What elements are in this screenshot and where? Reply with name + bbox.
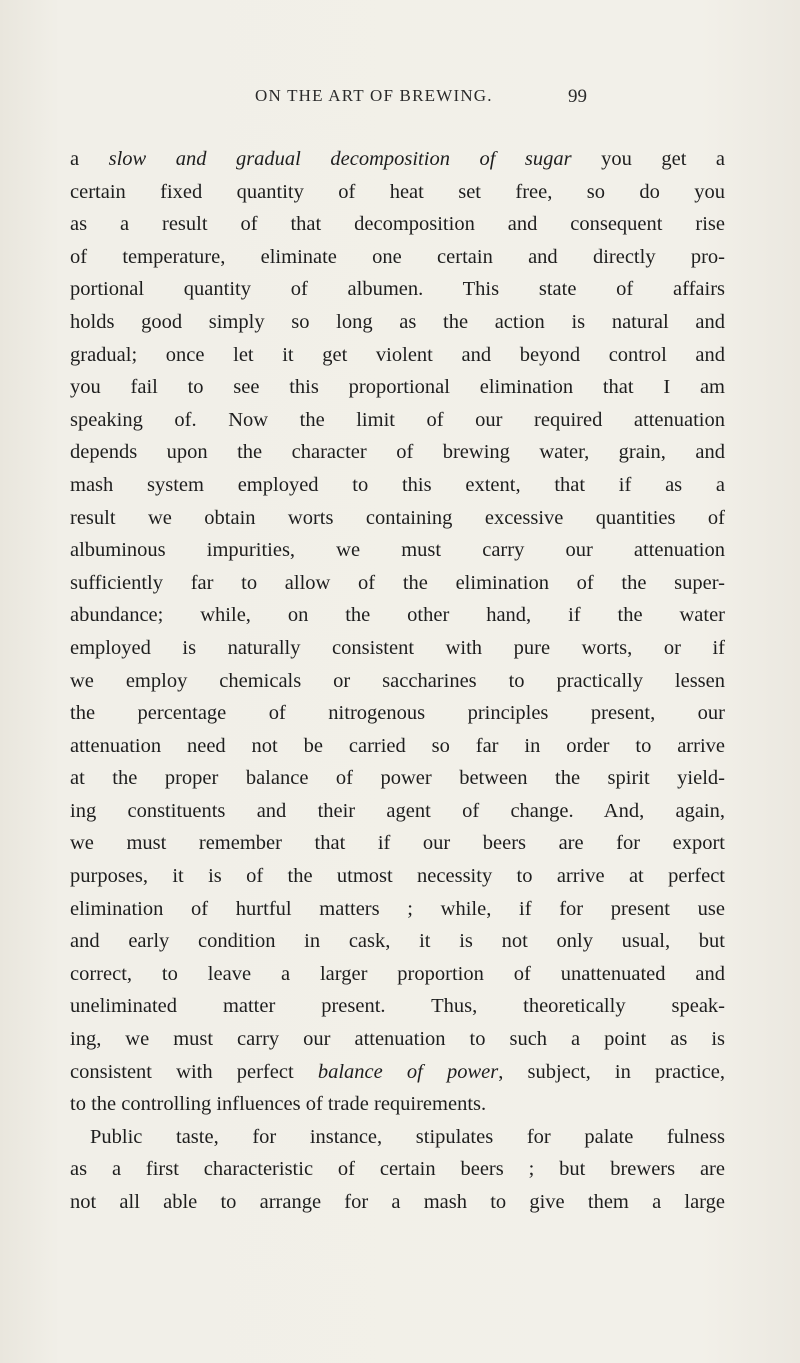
text-line: ing constituents and their agent of change. And, again, (70, 799, 725, 822)
text-line: elimination of hurtful matters ; while, if for present use (70, 897, 725, 920)
text-line: and early condition in cask, it is not only usual, but (70, 930, 725, 953)
text-line: uneliminated matter present. Thus, theoretically speak- (70, 995, 725, 1018)
italic-phrase: slow and gradual decomposition of sugar (108, 148, 572, 170)
text-line: correct, to leave a larger proportion of unattenuated and (70, 962, 725, 985)
paragraph-start-line: Public taste, for instance, stipulates for palate fulness (90, 1125, 725, 1148)
text-line: certain fixed quantity of heat set free, so do you (70, 180, 725, 203)
text-line: you fail to see this proportional elimination that I am (70, 376, 725, 399)
text-line: attenuation need not be carried so far in order to arrive (70, 734, 725, 757)
text-line: result we obtain worts containing excessive quantities of (70, 506, 725, 529)
text-line: mash system employed to this extent, that if as a (70, 473, 725, 496)
text-line: not all able to arrange for a mash to give them a large (70, 1191, 725, 1213)
text-line: holds good simply so long as the action is natural and (70, 310, 725, 333)
text-line: as a result of that decomposition and consequent rise (70, 213, 725, 236)
body-text (70, 143, 725, 1219)
text-line: at the proper balance of power between the spirit yield- (70, 767, 725, 790)
text-line: consistent with perfect balance of power, subject, in practice, (70, 1060, 725, 1083)
text-line: we must remember that if our beers are for export (70, 832, 725, 855)
text-line: the percentage of nitrogenous principles present, our (70, 702, 725, 725)
text-line: purposes, it is of the utmost necessity to arrive at perfect (70, 865, 725, 888)
page-header (0, 86, 800, 116)
text-line: of temperature, eliminate one certain and directly pro- (70, 245, 725, 268)
page-number: 99 (568, 86, 587, 107)
text-line: abundance; while, on the other hand, if the water (70, 604, 725, 627)
text-line: to the controlling influences of trade requirements. (70, 1093, 487, 1116)
text-line: gradual; once let it get violent and beyond control and (70, 343, 725, 366)
text-line: speaking of. Now the limit of our required attenuation (70, 408, 725, 431)
running-head: ON THE ART OF BREWING. (255, 86, 493, 105)
text-line: we employ chemicals or saccharines to practically lessen (70, 669, 725, 692)
text-line: portional quantity of albumen. This state of affairs (70, 278, 725, 301)
text-line: as a first characteristic of certain beers ; but brewers are (70, 1158, 725, 1181)
text-line: depends upon the character of brewing water, grain, and (70, 441, 725, 464)
text-line: ing, we must carry our attenuation to such a point as is (70, 1028, 725, 1051)
italic-phrase: balance of power (317, 1060, 499, 1083)
text-line: sufficiently far to allow of the elimination of the super- (70, 571, 725, 594)
text-line: albuminous impurities, we must carry our attenuation (70, 539, 725, 562)
text-line: a slow and gradual decomposition of sugar you get a (70, 148, 725, 170)
text-line: employed is naturally consistent with pure worts, or if (70, 636, 725, 659)
